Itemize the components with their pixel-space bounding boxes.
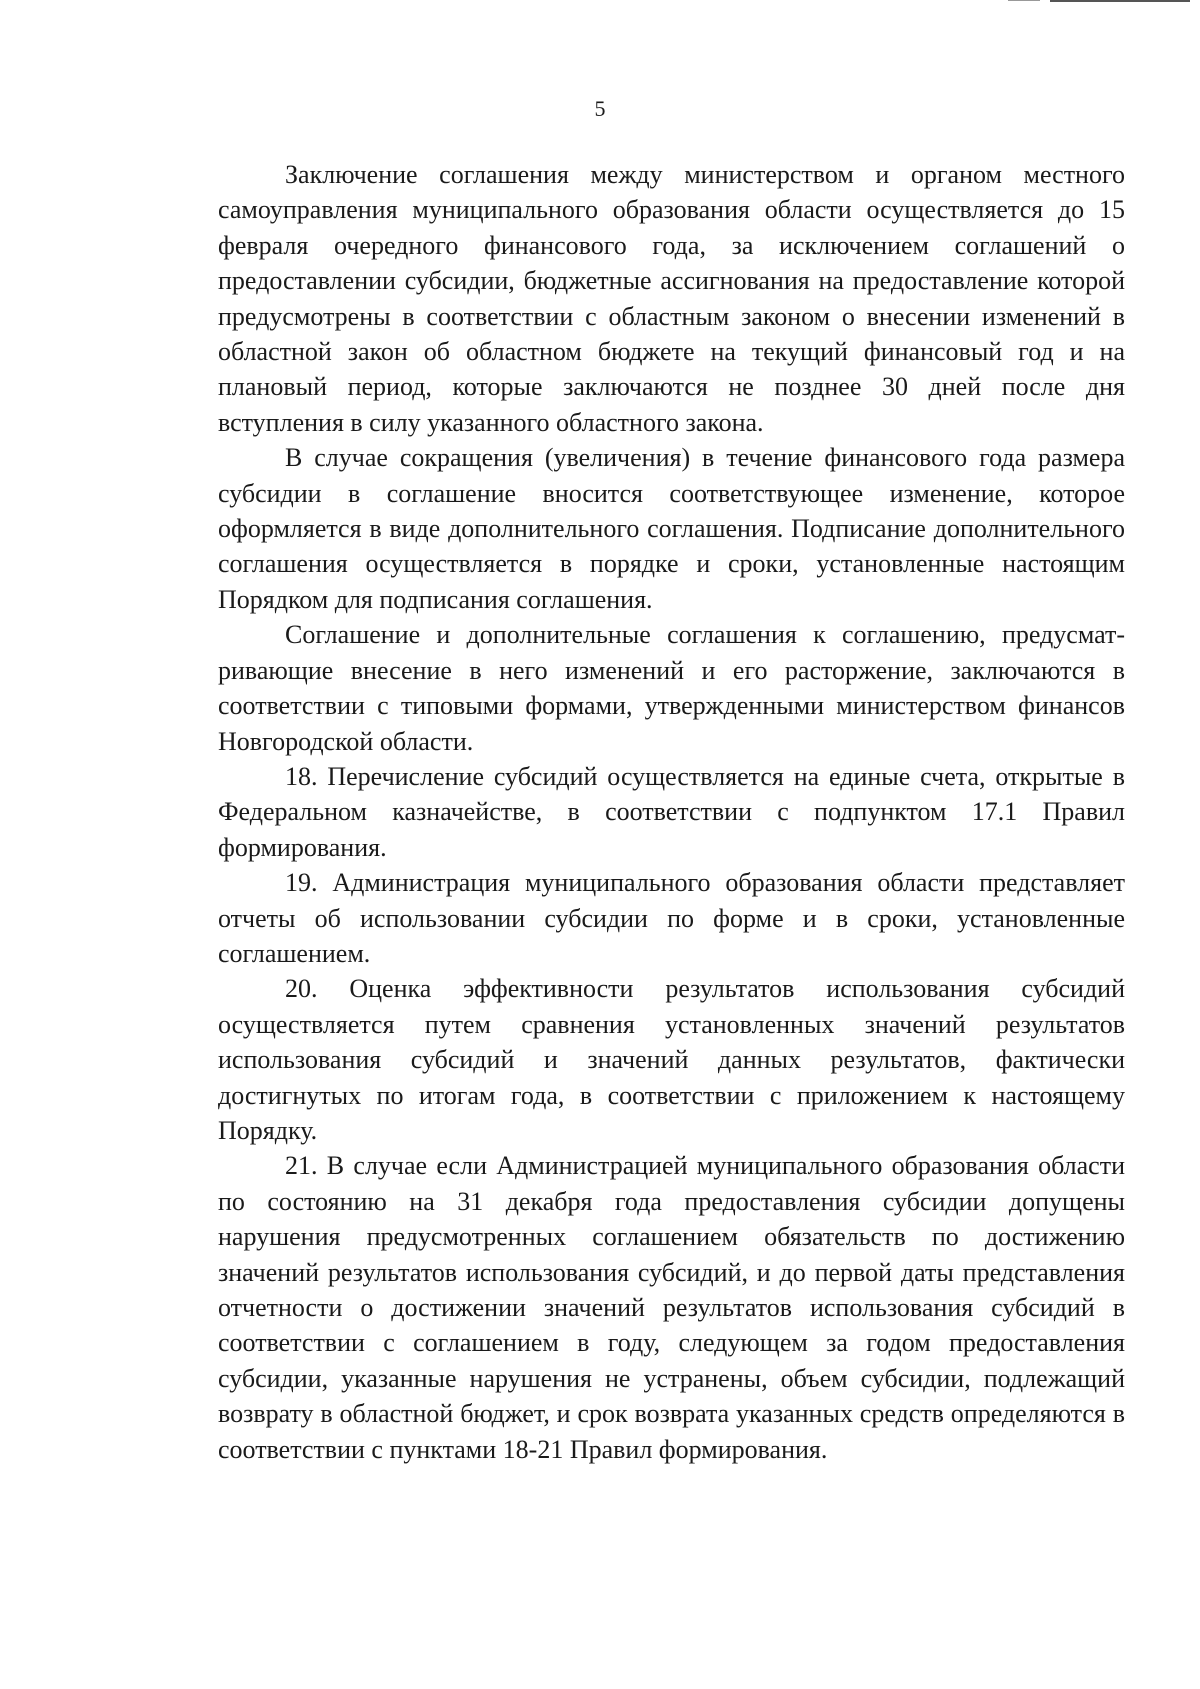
paragraph-subsidy-change: В случае сокращения (увеличения) в течение финансового года размера субсидии в соглашение вносится соответствующее изменение, которое оформляется в виде дополнительного соглашения. Подписание дополнительного соглашения осуществляется в порядке и сроки, установленные настоящим Порядком для подписания соглашения.	[218, 443, 1125, 614]
paragraph-item-21: 21. В случае если Администрацией муниципального образования области по состоянию на 31 декабря года предоставления субсидии допущены нарушения предусмотренных соглашением обязательств по достижению значений результатов использования субсидий, и до первой даты представления отчетности о достижении значений результатов использования субсидий в соответствии с соглашением в году, следующем за годом предоставления субсидии, указанные нарушения не устранены, объем субсидии, подлежащий возврату в областной бюджет, и срок возврата указанных средств определяются в соответствии с пунктами 18-21 Правил формирования.	[218, 1151, 1125, 1464]
paragraph-item-19: 19. Администрация муниципального образования области представляет отчеты об использовании субсидии по форме и в сроки, установленные соглашением.	[218, 868, 1125, 968]
paragraph-item-18: 18. Перечисление субсидий осуществляется на единые счета, открытые в Федеральном казначействе, в соответствии с подпунктом 17.1 Правил формирования.	[218, 761, 1125, 862]
paragraph-item-20: 20. Оценка эффективности результатов использования субсидий осуществляется путем сравнения установленных значений результатов использования субсидий и значений данных результатов, фактически достигнутых по итогам года, в соответствии с приложением к настоящему Порядку.	[218, 974, 1125, 1145]
scan-edge-mark	[1008, 0, 1040, 1]
paragraph-standard-forms: Соглашение и дополнительные соглашения к соглашению, предусматривающие внесение в него изменений и его расторжение, заключаются в соответствии с типовыми формами, утвержденными министерством финансов Новгородской области.	[218, 620, 1125, 756]
paragraph-agreement-conclusion: Заключение соглашения между министерством и органом местного самоуправления муниципального образования области осуществляется до 15 февраля очередного финансового года, за исключением соглашений о предоставлении субсидии, бюджетные ассигнования на предоставление которой предусмотрены в соответствии с областным законом о внесении изменений в областной закон об областном бюджете на текущий финансовый год и на плановый период, которые заключаются не позднее 30 дней после дня вступления в силу указанного областного закона.	[218, 160, 1125, 437]
page-number: 5	[594, 96, 606, 121]
document-body	[218, 157, 1125, 1467]
scan-edge-line	[1050, 0, 1190, 2]
